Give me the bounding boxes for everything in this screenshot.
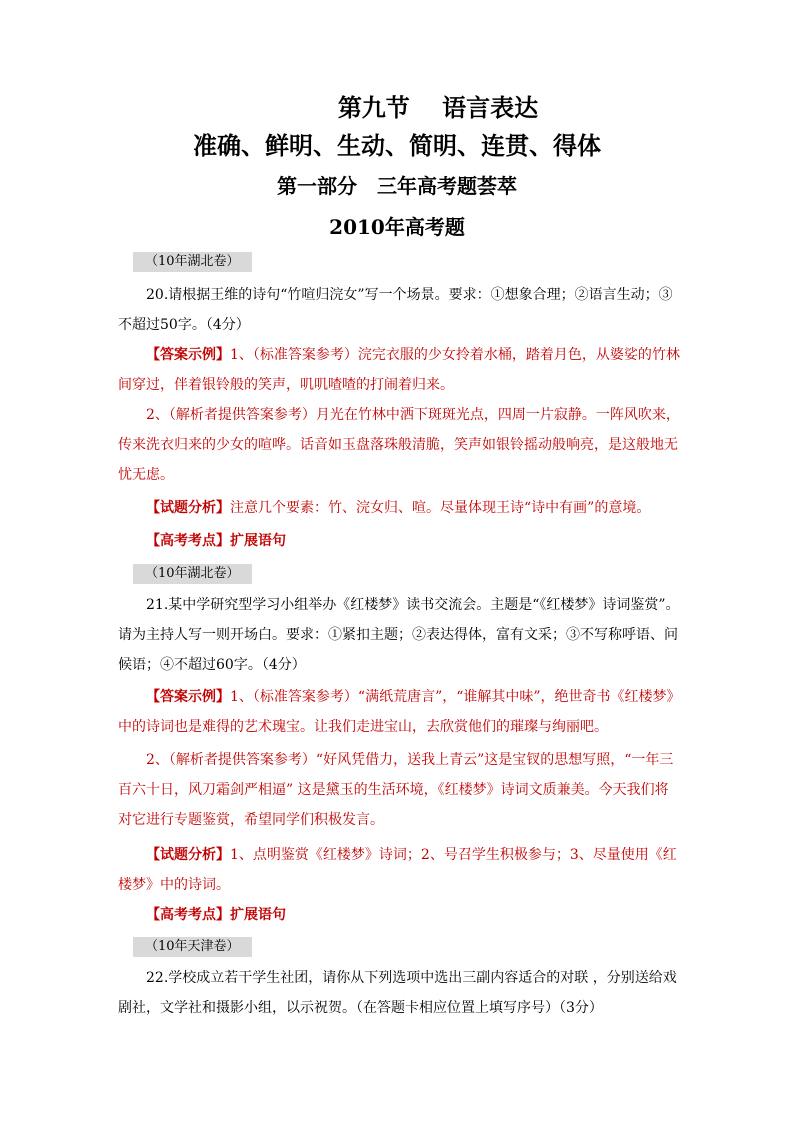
- answer-text: 2、（解析者提供答案参考）月光在竹林中洒下斑斑光点，四周一片寂静。一阵风吹来，: [146, 407, 680, 423]
- answer-21: [118, 682, 681, 742]
- source-tag-q20: （10年湖北卷）: [133, 252, 252, 272]
- alt-answer-20: [118, 400, 678, 490]
- question-22: [118, 963, 678, 1023]
- question-line: 请为主持人写一则开场白。要求：①紧扣主题；②表达得体，富有文采；③不写称呼语、问: [118, 627, 678, 643]
- answer-text: 百六十日，风刀霜剑严相逼” 这是黛玉的生活环境，《红楼梦》诗词文质兼美。今天我们将: [118, 782, 669, 798]
- answer-text: 传来洗衣归来的少女的喧哗。话音如玉盘落珠般清脆，笑声如银铃摇动般响亮，是这般地无: [118, 437, 678, 453]
- answer-text: 对它进行专题鉴赏，希望同学们积极发言。: [118, 812, 384, 828]
- analysis-text: 1、点明鉴赏《红楼梦》诗词；2、号召学生积极参与；3、尽量使用《红: [230, 847, 677, 863]
- answer-text: 间穿过，伴着银铃般的笑声，叽叽喳喳的打闹着归来。: [118, 377, 454, 393]
- point-label: 【高考考点】: [146, 907, 230, 923]
- question-line: 22.学校成立若干学生社团，请你从下列选项中选出三副内容适合的对联 ，分别送给戏: [146, 970, 677, 986]
- question-line: 不超过50字。（4分）: [118, 317, 250, 333]
- answer-text: 2、（解析者提供答案参考）“好风凭借力，送我上青云”这是宝钗的思想写照，“一年三: [146, 752, 674, 768]
- question-line: 21.某中学研究型学习小组举办《红楼梦》读书交流会。主题是“《红楼梦》诗词鉴赏”。: [146, 597, 680, 613]
- analysis-20: [118, 493, 678, 523]
- question-20: [118, 280, 678, 340]
- answer-label: 【答案示例】: [146, 347, 230, 363]
- answer-20: [118, 340, 678, 400]
- question-line: 剧社，文学社和摄影小组，以示祝贺。（在答题卡相应位置上填写序号）（3分）: [118, 1000, 603, 1016]
- part-title: 第一部分 三年高考题荟萃: [277, 174, 517, 198]
- answer-text: 中的诗词也是难得的艺术瑰宝。让我们走进宝山，去欣赏他们的璀璨与绚丽吧。: [118, 719, 608, 735]
- analysis-label: 【试题分析】: [146, 847, 230, 863]
- answer-text: 1、（标准答案参考）浣完衣服的少女拎着水桶，踏着月色，从婆娑的竹林: [230, 347, 680, 363]
- exam-point-20: [118, 526, 678, 556]
- source-tag-q21: （10年湖北卷）: [133, 564, 252, 584]
- analysis-text: 注意几个要素：竹、浣女归、喧。尽量体现王诗“诗中有画”的意境。: [230, 500, 651, 516]
- section-title: 第九节 语言表达: [337, 93, 539, 122]
- source-tag-q22: （10年天津卷）: [133, 937, 252, 957]
- point-text: 扩展语句: [230, 907, 286, 923]
- section-subtitle: 准确、鲜明、生动、简明、连贯、得体: [193, 131, 601, 160]
- point-text: 扩展语句: [230, 533, 286, 549]
- question-line: 候语；④不超过60字。（4分）: [118, 657, 306, 673]
- answer-text: 忧无虑。: [118, 467, 174, 483]
- analysis-label: 【试题分析】: [146, 500, 230, 516]
- year-title: 2010年高考题: [329, 215, 465, 239]
- answer-text: 1、（标准答案参考）“满纸荒唐言”，“谁解其中味”，绝世奇书《红楼梦》: [230, 689, 681, 705]
- question-line: 20.请根据王维的诗句“竹喧归浣女”写一个场景。要求：①想象合理；②语言生动；③: [146, 287, 673, 303]
- exam-point-21: [118, 900, 678, 930]
- question-21: [118, 590, 678, 680]
- analysis-text: 楼梦》中的诗词。: [118, 877, 230, 893]
- point-label: 【高考考点】: [146, 533, 230, 549]
- answer-label: 【答案示例】: [146, 689, 230, 705]
- alt-answer-21: [118, 745, 678, 835]
- analysis-21: [118, 840, 678, 900]
